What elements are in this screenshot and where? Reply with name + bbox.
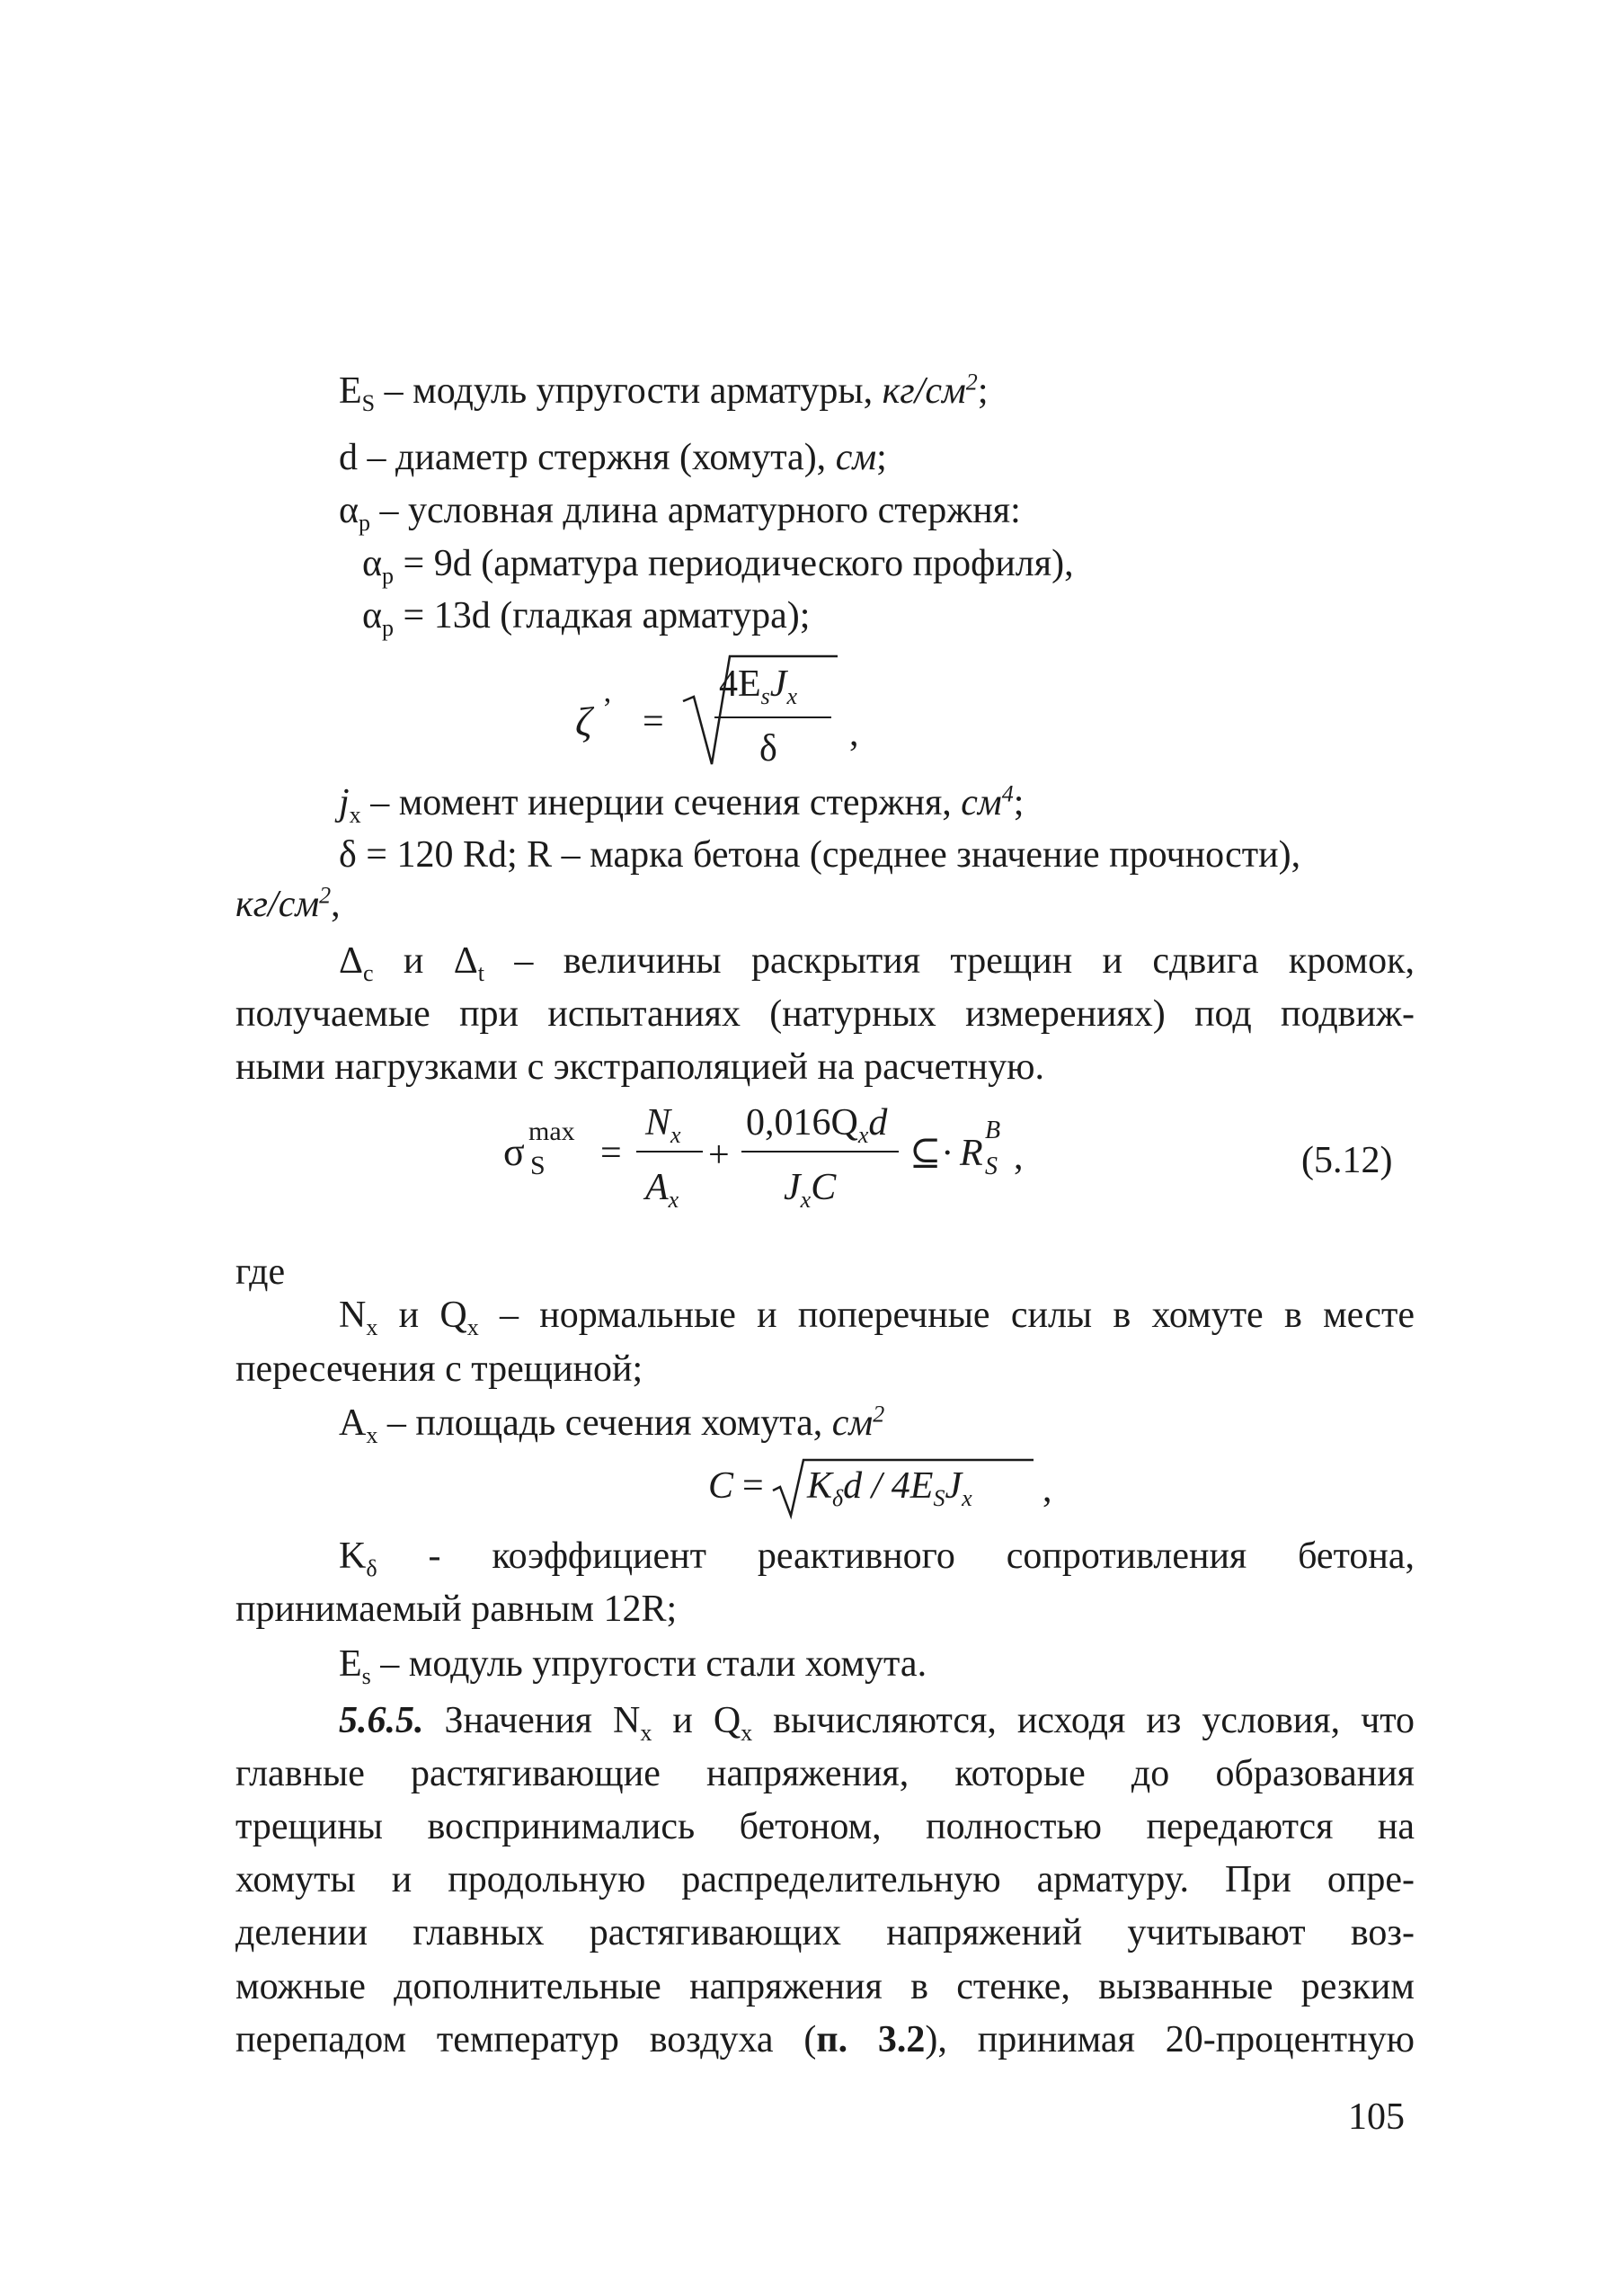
sigma-trail: , bbox=[1014, 1136, 1024, 1178]
section-ref[interactable]: п. 3.2 bbox=[816, 2019, 926, 2060]
section-line4: хомуты и продольную распределительную арматуру. При опре- bbox=[235, 1859, 1415, 1900]
def-alpha-p: $\alpha_p$ – условная длина арматурного стержня: bbox=[339, 490, 1021, 537]
c-eq: = bbox=[742, 1465, 764, 1507]
def-nx-qx: $N_x$ и $Q_x$ – нормальные и поперечные силы в хомуте в месте bbox=[339, 1295, 1415, 1341]
section-line5: делении главных растягивающих напряжений учитывают воз- bbox=[235, 1912, 1415, 1953]
sigma-sym: σ bbox=[503, 1130, 525, 1174]
page-number: 105 bbox=[1348, 2096, 1405, 2138]
def-delta: δ = 120 Rd; R – марка бетона (среднее значение прочности), bbox=[339, 834, 1301, 876]
sigma-d1: $A_x$ bbox=[645, 1167, 679, 1214]
sigma-bar-1 bbox=[636, 1151, 703, 1152]
def-delta-unit: $кг/см^2$, bbox=[235, 882, 341, 925]
c-body: $K_\delta d / 4E_SJ_x$ bbox=[807, 1465, 972, 1512]
def-nx-qx-line2: пересечения с трещиной; bbox=[235, 1348, 643, 1390]
sigma-rhs-sup: B bbox=[985, 1117, 1001, 1144]
section-line3: трещины воспринимались бетоном, полностью передаются на bbox=[235, 1806, 1415, 1847]
def-delta-line2: получаемые при испытаниях (натурных измерениях) под подвиж- bbox=[235, 993, 1415, 1035]
c-trail: , bbox=[1042, 1469, 1052, 1510]
where-label: где bbox=[235, 1251, 286, 1293]
section-line6: можные дополнительные напряжения в стенке, вызванные резким bbox=[235, 1966, 1415, 2007]
sigma-eq: = bbox=[600, 1133, 622, 1174]
def-delta-c-t: $\Delta_c$ и $\Delta_t$ – величины раскрытия трещин и сдвига кромок, bbox=[339, 940, 1415, 987]
section-5-6-5-line1: 5.6.5. Значения $N_x$ и $Q_x$ вычисляются, исходя из условия, что bbox=[339, 1700, 1415, 1747]
sigma-rhs: R bbox=[960, 1133, 983, 1174]
sigma-n2: $0,016Q_xd$ bbox=[746, 1102, 888, 1149]
def-alpha-p-periodic: $\alpha_p = 9d$ (арматура периодического профиля), bbox=[362, 543, 1074, 590]
def-alpha-p-smooth: $\alpha_p = 13d$ (гладкая арматура); bbox=[362, 595, 811, 642]
sigma-d2: $J_xC$ bbox=[784, 1167, 837, 1214]
def-d: d – диаметр стержня (хомута), см; bbox=[339, 437, 887, 478]
sigma-bar-2 bbox=[741, 1151, 899, 1152]
def-es-steel: $E_s$ – модуль упругости стали хомута. bbox=[339, 1643, 927, 1690]
sigma-n1: $N_x$ bbox=[645, 1102, 681, 1149]
section-line7: перепадом температур воздуха (п. 3.2), принимая 20-процентную bbox=[235, 2019, 1415, 2060]
sigma-plus: + bbox=[708, 1135, 730, 1176]
sigma-sub: S bbox=[530, 1151, 546, 1180]
def-k-line2: принимаемый равным 12R; bbox=[235, 1589, 678, 1630]
zeta-eq: = bbox=[643, 701, 664, 743]
def-delta-line3: ными нагрузками с экстраполяцией на расчетную. bbox=[235, 1046, 1045, 1088]
formula-number: (5.12) bbox=[1301, 1140, 1393, 1181]
zeta-mark: ’ bbox=[602, 692, 613, 725]
c-lhs: C bbox=[708, 1465, 734, 1507]
zeta-denominator: δ bbox=[759, 728, 777, 770]
zeta-lhs: ζ bbox=[575, 699, 592, 744]
zeta-trail: , bbox=[849, 713, 859, 754]
sigma-rel: ⊆· bbox=[909, 1133, 954, 1174]
sigma-rhs-sub: S bbox=[985, 1152, 998, 1180]
zeta-numerator: $4E_sJ_x$ bbox=[719, 663, 798, 710]
def-ax: $A_x$ – площадь сечения хомута, $см^2$ bbox=[339, 1401, 885, 1449]
section-line2: главные растягивающие напряжения, которые до образования bbox=[235, 1753, 1415, 1794]
def-es: $E_S$ – модуль упругости арматуры, $кг/см^2$; bbox=[339, 369, 989, 417]
sigma-sup: max bbox=[528, 1117, 575, 1146]
zeta-fraction-bar bbox=[714, 716, 831, 718]
def-k-delta: $K_\delta$ - коэффициент реактивного сопротивления бетона, bbox=[339, 1535, 1415, 1582]
def-j: $j_x$ – момент инерции сечения стержня, $см^4$; bbox=[339, 780, 1025, 829]
